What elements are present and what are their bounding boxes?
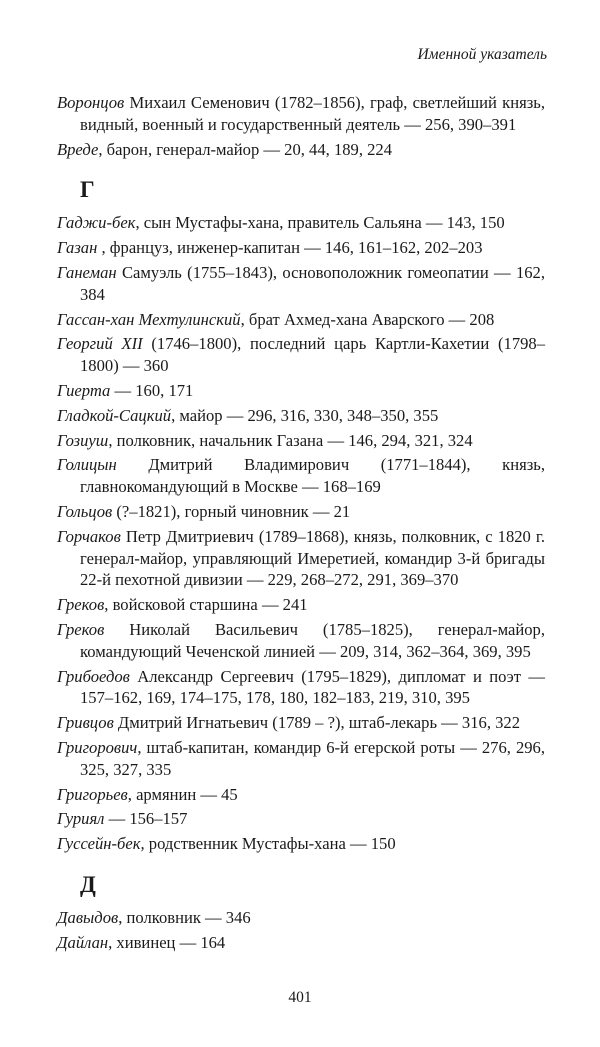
index-entry xyxy=(57,594,545,616)
entry-description: , майор — 296, 316, 330, 348–350, 355 xyxy=(171,405,439,425)
index-entry xyxy=(57,380,545,402)
entry-name: Григорьев xyxy=(57,784,128,804)
index-entry xyxy=(57,619,545,663)
index-entry xyxy=(57,333,545,377)
entry-name: Греков xyxy=(57,595,105,615)
index-entry xyxy=(57,784,545,806)
entry-description: , полковник — 346 xyxy=(118,907,251,927)
entry-description: Дмитрий Игнатьевич (1789 – ?), штаб-лекарь — 316, 322 xyxy=(113,713,521,733)
index-content xyxy=(57,92,545,957)
index-entry xyxy=(57,932,545,954)
entry-name: Гозиуш xyxy=(57,430,109,450)
entry-description: Самуэль (1755–1843), основоположник гомеопатии — 162, 384 xyxy=(80,262,545,304)
index-entry xyxy=(57,712,545,734)
entry-name: Воронцов xyxy=(57,93,125,112)
index-entry xyxy=(57,139,545,161)
index-letter-heading: Д xyxy=(80,871,96,897)
entry-description: (1746–1800), последний царь Картли-Кахетии (1798–1800) — 360 xyxy=(80,334,546,376)
entry-description: Петр Дмитриевич (1789–1868), князь, полковник, с 1820 г. генерал-майор, управляющий Имеретией, командир 3-й бригады 22-й пехотной дивизии — 229, 268–272, 291, 369–370 xyxy=(80,526,545,590)
entry-description: Александр Сергеевич (1795–1829), дипломат и поэт — 157–162, 169, 174–175, 178, 180, 182–183, 219, 310, 395 xyxy=(80,666,545,708)
entry-name: Грибоедов xyxy=(57,666,130,686)
entry-description: Николай Васильевич (1785–1825), генерал-майор, командующий Чеченской линией — 209, 314, 362–364, 369, 395 xyxy=(80,619,545,661)
entry-description: (?–1821), горный чиновник — 21 xyxy=(112,501,351,521)
entry-description: Михаил Семенович (1782–1856), граф, светлейший князь, видный, военный и государственный деятель — 256, 390–391 xyxy=(80,93,545,134)
entry-name: Гладкой-Сацкий xyxy=(57,405,172,425)
entry-name: Дайлан xyxy=(57,932,109,952)
entry-description: , брат Ахмед-хана Аварского — 208 xyxy=(240,309,495,329)
index-entry xyxy=(57,808,545,830)
entry-name: Гривцов xyxy=(57,713,114,733)
entry-name: Греков xyxy=(57,619,105,639)
entry-description: , войсковой старшина — 241 xyxy=(104,595,308,615)
entry-name: Гуриял xyxy=(57,809,105,829)
index-entry xyxy=(57,309,545,331)
entry-description: — 160, 171 xyxy=(110,380,194,400)
index-entry xyxy=(57,501,545,523)
entry-name: Гаджи-бек xyxy=(57,213,136,233)
index-entry xyxy=(57,737,545,781)
entry-name: Гуссейн-бек, xyxy=(57,834,145,854)
page-number: 401 xyxy=(288,989,312,1006)
entry-description: , барон, генерал-майор — 20, 44, 189, 224 xyxy=(98,139,393,159)
entry-description: родственник Мустафы-хана — 150 xyxy=(144,834,396,854)
index-entry xyxy=(57,405,545,427)
index-letter-heading: Г xyxy=(80,177,95,203)
entry-description: Дмитрий Владимирович (1771–1844), князь, главнокомандующий в Москве — 168–169 xyxy=(80,455,545,497)
entry-description: , армянин — 45 xyxy=(127,784,238,804)
index-entry xyxy=(57,907,545,929)
entry-description: , хивинец — 164 xyxy=(108,932,226,952)
entry-description: , сын Мустафы-хана, правитель Сальяна — 143, 150 xyxy=(135,213,505,233)
entry-name: Гольцов xyxy=(57,501,113,521)
index-entry xyxy=(57,526,545,591)
entry-name: Газан xyxy=(57,238,98,258)
entry-name: Голицын xyxy=(57,455,117,475)
entry-name: Горчаков xyxy=(57,526,121,546)
index-entry xyxy=(57,454,545,498)
index-entry xyxy=(57,262,545,306)
entry-description: , штаб-капитан, командир 6-й егерской роты — 276, 296, 325, 327, 335 xyxy=(80,737,545,779)
index-entry xyxy=(57,92,545,136)
entry-description: , полковник, начальник Газана — 146, 294, 321, 324 xyxy=(108,430,473,450)
index-entry xyxy=(57,666,545,710)
index-entry xyxy=(57,833,545,855)
entry-name: Гассан-хан Мехтулинский xyxy=(57,309,241,329)
entry-name: Григорович xyxy=(57,737,138,757)
entry-description: , француз, инженер-капитан — 146, 161–162, 202–203 xyxy=(97,238,483,258)
index-entry xyxy=(57,212,545,234)
entry-name: Вреде xyxy=(57,139,99,159)
entry-name: Георгий XII xyxy=(57,334,143,354)
entry-name: Давыдов xyxy=(57,907,119,927)
index-entry xyxy=(57,237,545,259)
index-entry xyxy=(57,430,545,452)
entry-description: — 156–157 xyxy=(104,809,188,829)
entry-name: Ганеман xyxy=(57,262,117,282)
running-head: Именной указатель xyxy=(417,46,547,63)
entry-name: Гиерта xyxy=(57,380,111,400)
